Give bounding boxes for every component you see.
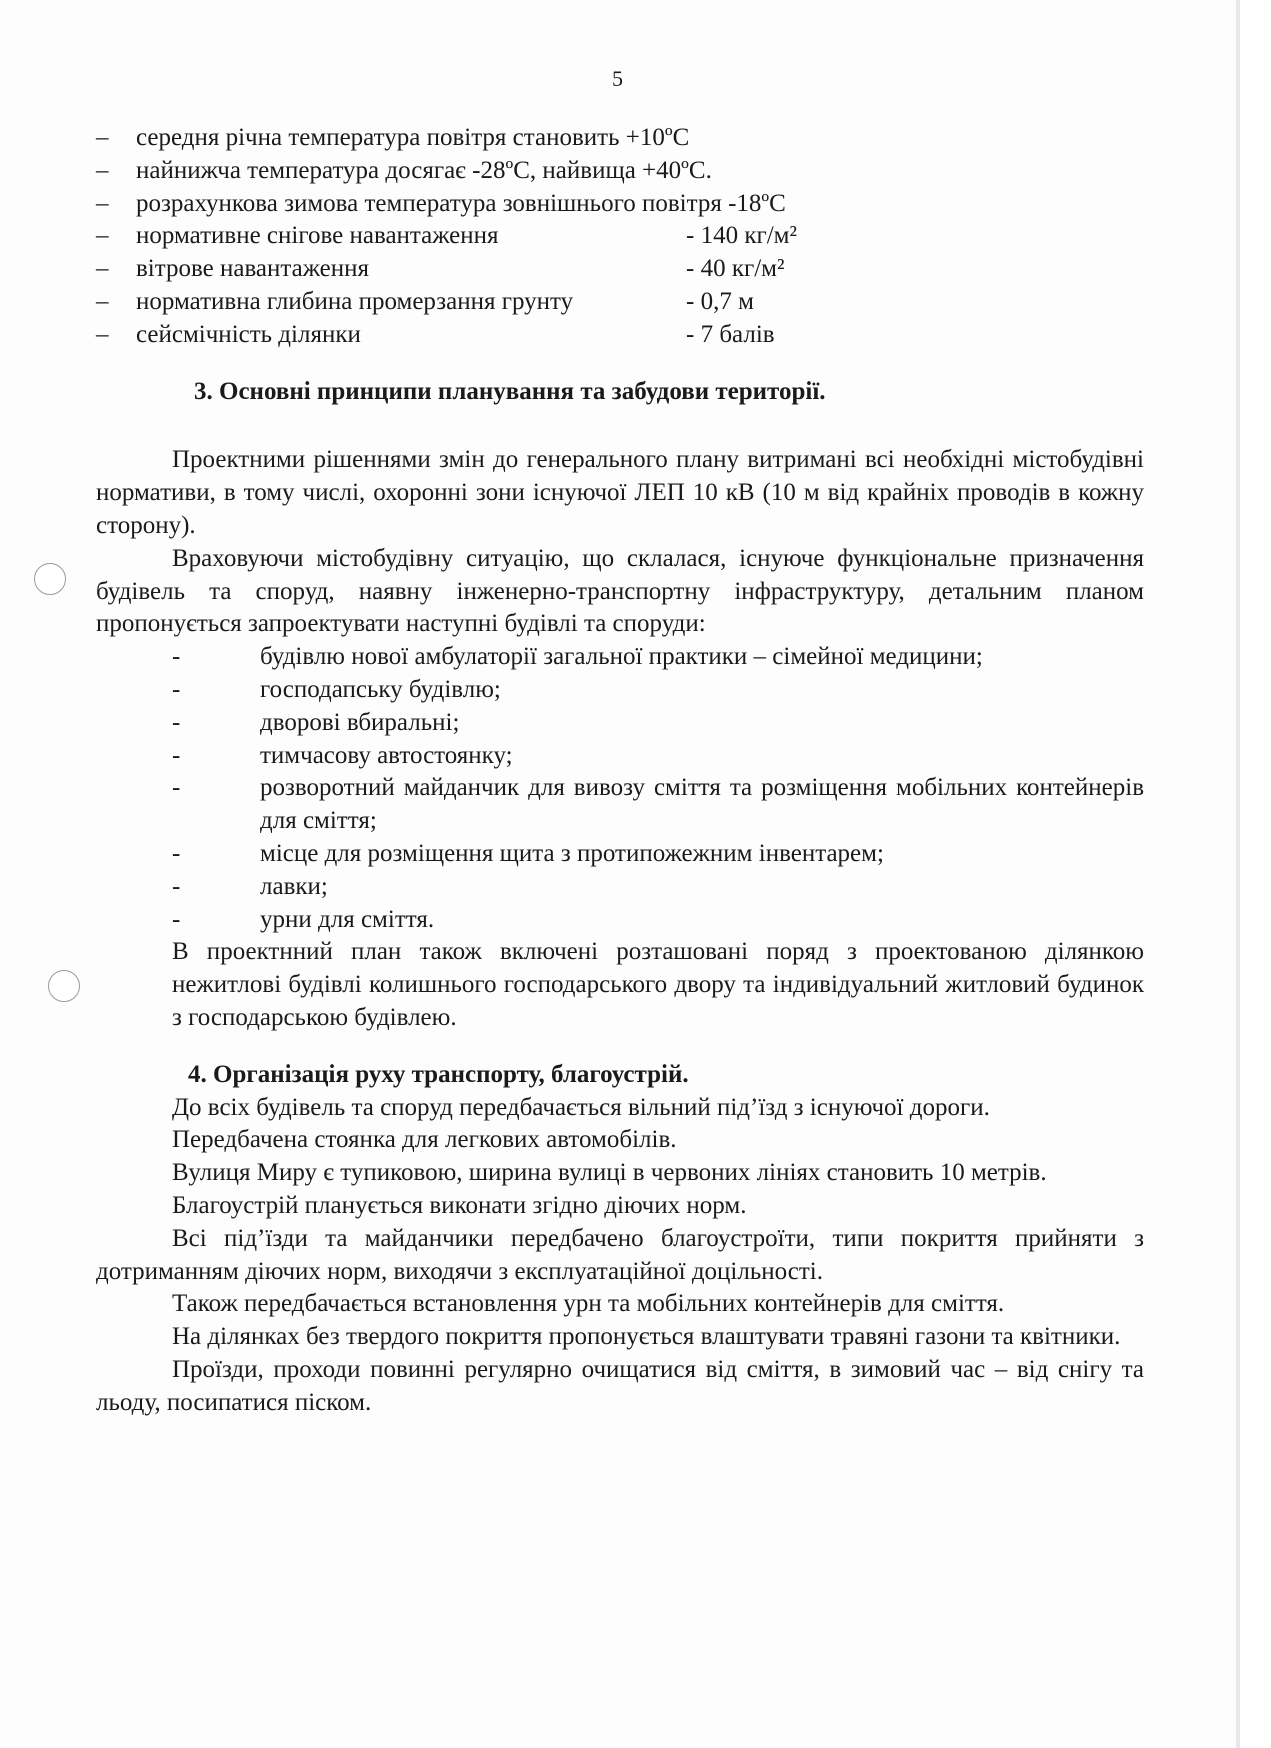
list-dash: – <box>96 124 109 151</box>
list-item-text: лавки; <box>260 872 328 900</box>
list-dash: – <box>96 287 109 315</box>
list-item-text: будівлю нової амбулаторії загальної практики – сімейної медицини; <box>260 643 983 671</box>
list-dash: – <box>96 189 109 217</box>
list-bullet: - <box>172 905 181 933</box>
list-item <box>96 838 1144 871</box>
section-3-paragraph: Проектними рішеннями змін до генерального плану витримані всі необхідні містобудівні нормативи, в тому числі, охоронні зони існуючої ЛЕП 10 кВ (10 м від крайніх проводів в кожну сторону). <box>96 446 1144 539</box>
list-dash: – <box>96 156 109 184</box>
list-item-text: господапську будівлю; <box>260 675 501 703</box>
list-item <box>96 772 1144 838</box>
section-3-paragraph: В проектнний план також включені розташовані поряд з проектованою ділянкою нежитлові будівлі колишнього господарського двору та індивідуальний житловий будинок з господарською будівлею. <box>172 938 1144 1031</box>
list-bullet: - <box>172 774 181 802</box>
section-4-paragraph: Передбачена стоянка для легкових автомобілів. <box>172 1126 677 1154</box>
list-bullet: - <box>172 643 181 671</box>
document-body <box>96 122 1144 1419</box>
list-item-text: розворотний майданчик для вивозу сміття та розміщення мобільних контейнерів для сміття; <box>260 774 1144 835</box>
list-item-text: урни для сміття. <box>260 905 435 933</box>
section-3-heading: 3. Основні принципи планування та забудови території. <box>194 377 826 405</box>
list-item <box>96 674 1144 707</box>
section-4-paragraph: Благоустрій планується виконати згідно діючих норм. <box>172 1191 747 1219</box>
page-edge-shadow <box>1236 0 1240 1748</box>
list-bullet: - <box>172 839 181 867</box>
climate-item-label: середня річна температура повітря становить +10ºС <box>136 124 690 151</box>
section-4-paragraph: На ділянках без твердого покриття пропонується влаштувати травяні газони та квітники. <box>172 1323 1121 1351</box>
climate-item-value: - 0,7 м <box>686 287 754 315</box>
list-item <box>96 707 1144 740</box>
climate-item <box>96 286 1144 319</box>
list-item <box>96 641 1144 674</box>
list-bullet: - <box>172 872 181 900</box>
climate-item <box>96 155 1144 188</box>
list-dash: – <box>96 255 109 283</box>
climate-item <box>96 253 1144 286</box>
list-bullet: - <box>172 708 181 736</box>
climate-item-label: нормативне снігове навантаження <box>136 222 499 250</box>
list-item-text: тимчасову автостоянку; <box>260 741 513 769</box>
planned-buildings-list <box>96 641 1144 936</box>
section-4-paragraph: Вулиця Миру є тупиковою, ширина вулиці в червоних лініях становить 10 метрів. <box>172 1159 1047 1187</box>
climate-item <box>96 188 1144 221</box>
climate-item-label: нормативна глибина промерзання грунту <box>136 287 574 315</box>
list-bullet: - <box>172 741 181 769</box>
climate-item-value: - 140 кг/м² <box>686 222 797 250</box>
list-dash: – <box>96 320 109 348</box>
climate-item-label: найнижча температура досягає -28ºС, найвища +40ºС. <box>136 156 712 184</box>
section-4-paragraph: Проїзди, проходи повинні регулярно очищатися від сміття, в зимовий час – від снігу та льоду, посипатися піском. <box>96 1355 1144 1416</box>
list-bullet: - <box>172 675 181 703</box>
climate-item <box>96 220 1144 253</box>
section-4-heading: 4. Організація руху транспорту, благоустрій. <box>188 1060 689 1088</box>
list-item-text: дворові вбиральні; <box>260 708 460 736</box>
punch-hole-top <box>34 563 66 595</box>
section-4-paragraph: Всі під’їзди та майданчики передбачено благоустроїти, типи покриття прийняти з дотриманням діючих норм, виходячи з експлуатаційної доцільності. <box>96 1224 1144 1285</box>
climate-item-value: - 7 балів <box>686 320 775 348</box>
climate-item-label: вітрове навантаження <box>136 255 370 283</box>
list-item <box>96 871 1144 904</box>
climate-item-value: - 40 кг/м² <box>686 255 785 283</box>
list-item <box>96 740 1144 773</box>
climate-item-label: сейсмічність ділянки <box>136 320 361 348</box>
climate-item <box>96 122 1144 155</box>
section-3-paragraph: Враховуючи містобудівну ситуацію, що склалася, існуюче функціональне призначення будівель та споруд, наявну інженерно-транспортну інфраструктуру, детальним планом пропонується запроектувати наступні будівлі та споруди: <box>96 544 1144 638</box>
list-item <box>96 904 1144 937</box>
list-dash: – <box>96 222 109 250</box>
page-number: 5 <box>612 66 623 91</box>
climate-item <box>96 319 1144 352</box>
section-4-paragraph: Також передбачається встановлення урн та мобільних контейнерів для сміття. <box>172 1290 1005 1318</box>
climate-item-label: розрахункова зимова температура зовнішнього повітря -18ºС <box>136 189 786 217</box>
punch-hole-bottom <box>48 970 80 1002</box>
list-item-text: місце для розміщення щита з протипожежним інвентарем; <box>260 839 884 867</box>
climate-list <box>96 122 1144 352</box>
section-4-paragraph: До всіх будівель та споруд передбачається вільний під’їзд з існуючої дороги. <box>172 1093 990 1121</box>
